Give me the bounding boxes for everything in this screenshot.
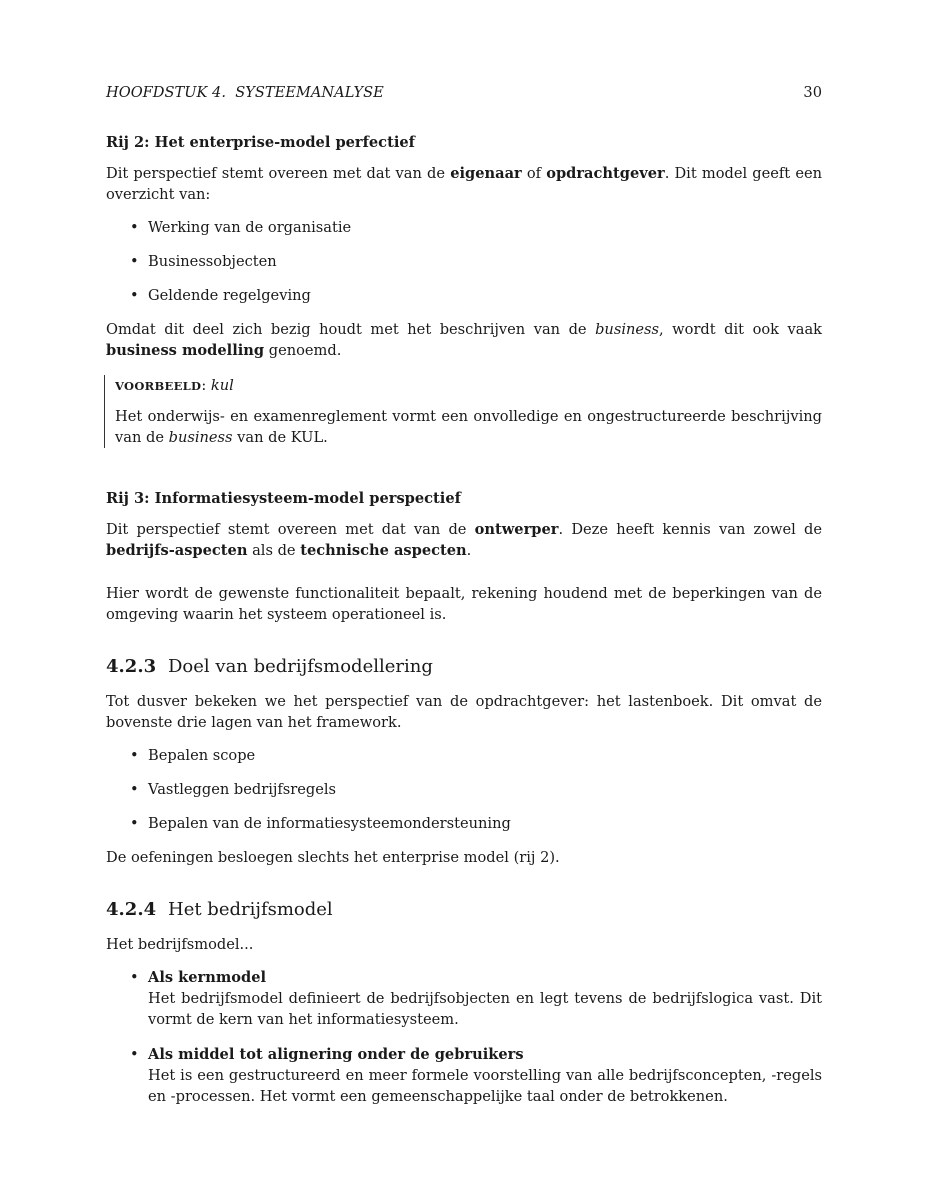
rij2-heading: Rij 2: Het enterprise-model perfectief <box>106 134 415 151</box>
example-text-part: van de KUL. <box>232 429 328 446</box>
term-ontwerper: ontwerper <box>474 521 559 538</box>
rij2-intro-text: of <box>521 165 547 182</box>
section-title: Doel van bedrijfsmodellering <box>168 656 433 677</box>
rij2-outro-text: genoemd. <box>264 342 342 359</box>
example-box <box>104 375 822 448</box>
rij2-outro-text: Omdat dit deel zich bezig houdt met het beschrijven van de <box>106 321 596 338</box>
definition-term: • Als middel tot alignering onder de gebruikers <box>148 1046 524 1063</box>
definition-description: Het bedrijfsmodel definieert de bedrijfsobjecten en legt tevens de bedrijfslogica vast. Dit vormt de kern van het informatiesysteem. <box>148 990 822 1028</box>
document-page <box>106 82 822 1121</box>
list-item: • Werking van de organisatie <box>106 217 822 238</box>
section-heading-4-2-3 <box>106 655 822 679</box>
section-424-intro: Het bedrijfsmodel... <box>106 936 254 953</box>
definition-item <box>106 967 822 1030</box>
rij3-text: . Deze heeft kennis van zowel de <box>558 521 822 538</box>
term-business-modelling: business modelling <box>106 342 265 359</box>
rij3-text: . <box>466 542 472 559</box>
rij3-text: Dit perspectief stemt overeen met dat van de <box>106 521 475 538</box>
section-424-list <box>106 967 822 1107</box>
section-number: 4.2.4 <box>106 899 157 920</box>
rij3-heading: Rij 3: Informatiesysteem-model perspectief <box>106 490 461 507</box>
example-text <box>115 406 822 448</box>
rij3-paragraph-2: Hier wordt de gewenste functionaliteit bepaalt, rekening houdend met de beperkingen van de omgeving waarin het systeem operationeel is. <box>106 585 822 623</box>
rij2-outro <box>106 319 822 361</box>
section-423-intro: Tot dusver bekeken we het perspectief van de opdrachtgever: het lastenboek. Dit omvat de bovenste drie lagen van het framework. <box>106 693 822 731</box>
example-text-part: Het onderwijs- en examenreglement vormt een onvolledige en ongestructureerde beschrijving van de <box>115 408 822 446</box>
example-tag: kul <box>210 377 234 394</box>
term-technische-aspecten: technische aspecten <box>300 542 467 559</box>
section-heading-4-2-4 <box>106 898 822 922</box>
example-label: VOORBEELD <box>115 379 202 393</box>
term-opdrachtgever: opdrachtgever <box>546 165 665 182</box>
list-item: • Bepalen van de informatiesysteemondersteuning <box>106 813 822 834</box>
rij2-list <box>106 217 822 306</box>
definition-description: Het is een gestructureerd en meer formele voorstelling van alle bedrijfsconcepten, -regels en -processen. Het vormt een gemeenschappelijke taal onder de betrokkenen. <box>148 1067 822 1105</box>
list-item: • Geldende regelgeving <box>106 285 822 306</box>
example-text-italic: business <box>168 429 233 446</box>
rij3-paragraph-1 <box>106 519 822 561</box>
section-423-list <box>106 745 822 834</box>
rij2-intro-text: Dit perspectief stemt overeen met dat van de <box>106 165 451 182</box>
rij2-intro-text: . Dit model geeft een overzicht van: <box>106 165 822 203</box>
term-bedrijfsaspecten: bedrijfs-aspecten <box>106 542 248 559</box>
rij2-intro <box>106 163 822 205</box>
section-title: Het bedrijfsmodel <box>168 899 333 920</box>
term-eigenaar: eigenaar <box>450 165 522 182</box>
list-item: • Bepalen scope <box>106 745 822 766</box>
list-item: • Businessobjecten <box>106 251 822 272</box>
definition-term: • Als kernmodel <box>148 969 267 986</box>
page-number: 30 <box>803 84 822 101</box>
definition-item <box>106 1044 822 1107</box>
list-item: • Vastleggen bedrijfsregels <box>106 779 822 800</box>
chapter-title: HOOFDSTUK 4. SYSTEEMANALYSE <box>106 84 384 101</box>
example-header <box>115 375 822 397</box>
rij3-text: als de <box>247 542 301 559</box>
section-number: 4.2.3 <box>106 656 157 677</box>
section-423-outro: De oefeningen besloegen slechts het enterprise model (rij 2). <box>106 849 560 866</box>
example-colon: : <box>201 377 211 394</box>
running-header <box>106 82 822 103</box>
term-business: business <box>595 321 660 338</box>
rij2-outro-text: , wordt dit ook vaak <box>659 321 822 338</box>
